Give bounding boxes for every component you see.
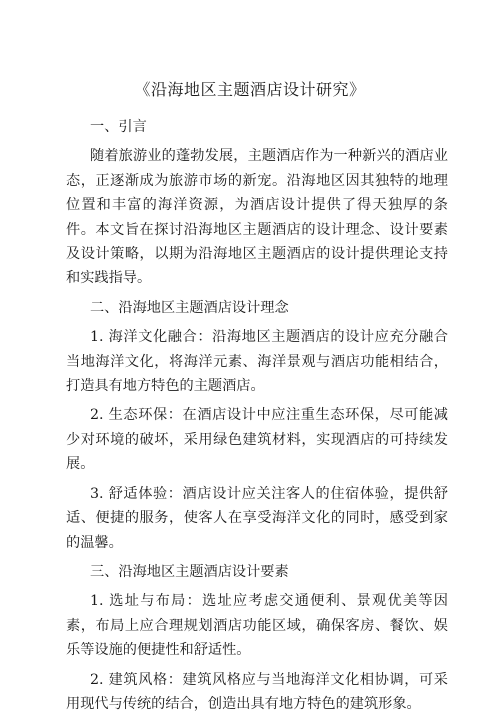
section-heading-design-concept: 二、沿海地区主题酒店设计理念 xyxy=(90,299,289,316)
paragraph: 2. 生态环保：在酒店设计中应注重生态环保，尽可能减少对环境的破坏，采用绿色建筑材料，实现酒店的可持续发展。 xyxy=(66,407,448,473)
paragraph: 3. 舒适体验：酒店设计应关注客人的住宿体验，提供舒适、便捷的服务，使客人在享受海洋文化的同时，感受到家的温馨。 xyxy=(66,485,448,551)
paragraph: 随着旅游业的蓬勃发展，主题酒店作为一种新兴的酒店业态，正逐渐成为旅游市场的新宠。沿海地区因其独特的地理位置和丰富的海洋资源，为酒店设计提供了得天独厚的条件。本文旨在探讨沿海地区主题酒店的设计理念、设计要素及设计策略，以期为沿海地区主题酒店的设计提供理论支持和实践指导。 xyxy=(66,148,448,287)
paragraph: 2. 建筑风格：建筑风格应与当地海洋文化相协调，可采用现代与传统的结合，创造出具有地方特色的建筑形象。 xyxy=(66,671,448,712)
section-heading-design-elements: 三、沿海地区主题酒店设计要素 xyxy=(90,563,289,580)
paragraph: 1. 选址与布局：选址应考虑交通便利、景观优美等因素，布局上应合理规划酒店功能区域，确保客房、餐饮、娱乐等设施的便捷性和舒适性。 xyxy=(66,593,448,659)
paragraph: 1. 海洋文化融合：沿海地区主题酒店的设计应充分融合当地海洋文化，将海洋元素、海洋景观与酒店功能相结合，打造具有地方特色的主题酒店。 xyxy=(66,329,448,395)
section-heading-intro: 一、引言 xyxy=(90,119,147,135)
document-body xyxy=(66,115,448,721)
document-title: 《沿海地区主题酒店设计研究》 xyxy=(134,80,366,99)
